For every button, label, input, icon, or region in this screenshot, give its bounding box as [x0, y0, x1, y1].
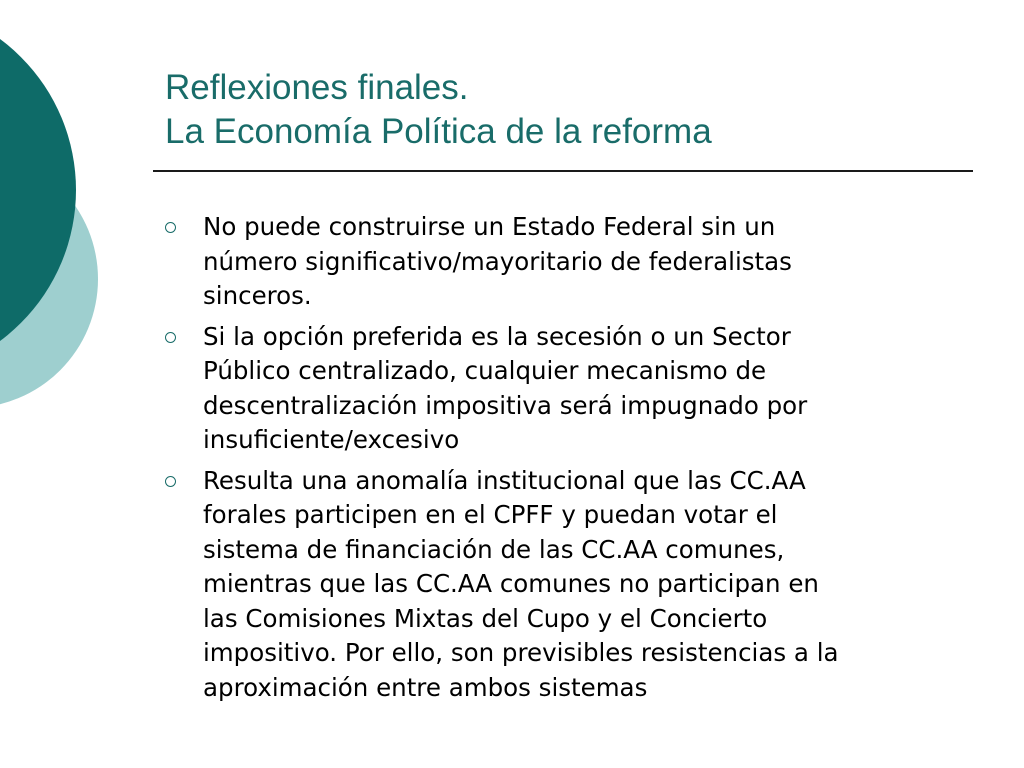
- bullet-text: Si la opción preferida es la secesión o un Sector Público centralizado, cualquier mecanismo de descentralización impositiva será impugnado por insuficiente/excesivo: [203, 321, 808, 454]
- slide-title: [165, 66, 985, 154]
- title-divider: [153, 170, 973, 172]
- bullet-text: Resulta una anomalía institucional que las CC.AA forales participen en el CPFF y puedan votar el sistema de financiación de las CC.AA comunes, mientras que las CC.AA comunes no participan en las Comisiones Mixtas del Cupo y el Concierto impositivo. Por ello, son previsibles resistencias a la aproximación entre ambos sistemas: [203, 465, 839, 702]
- hollow-circle-bullet-icon: [165, 476, 176, 487]
- bullet-item: [160, 210, 980, 314]
- hollow-circle-bullet-icon: [165, 222, 176, 233]
- bullet-text: No puede construirse un Estado Federal sin un número significativo/mayoritario de federalistas sinceros.: [203, 212, 792, 310]
- title-line-2: La Economía Política de la reforma: [165, 112, 712, 151]
- bullet-item: [160, 464, 980, 706]
- bullet-item: [160, 320, 980, 458]
- hollow-circle-bullet-icon: [165, 332, 176, 343]
- bullet-list: [160, 210, 980, 711]
- title-line-1: Reflexiones finales.: [165, 68, 469, 107]
